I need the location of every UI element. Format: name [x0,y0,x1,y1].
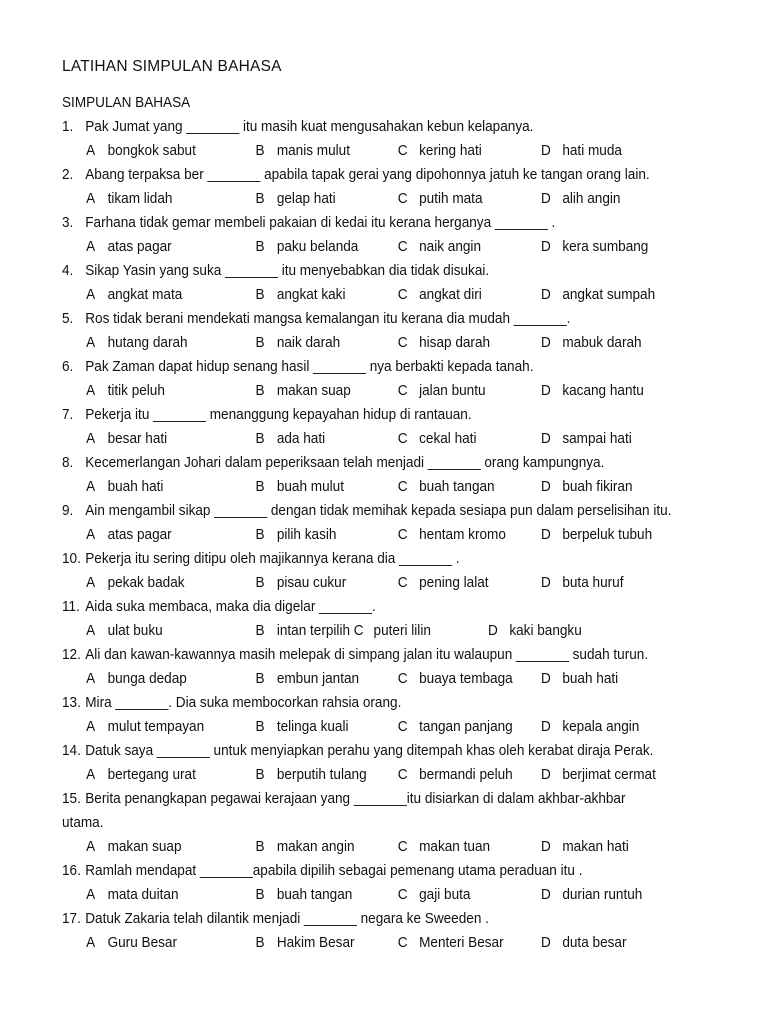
option-letter: A [86,623,96,639]
answer-option [255,571,346,595]
option-letter: C [397,239,408,255]
option-text: jalan buntu [419,383,486,399]
question-number: 16. [62,863,81,879]
option-letter: A [86,383,96,399]
option-text: sampai hati [562,431,632,447]
option-letter: A [86,767,96,783]
question-number: 12. [62,647,81,663]
option-text: pening lalat [419,575,489,591]
question-row [62,355,713,379]
option-text: alih angin [562,191,621,207]
question-row [62,259,713,283]
option-text: angkat kaki [276,287,346,303]
option-text: gaji buta [419,887,471,903]
answer-option [398,931,504,955]
answer-option [398,667,513,691]
option-letter: D [540,383,551,399]
option-letter: B [255,383,265,399]
option-letter: C [397,527,408,543]
answer-option [86,331,187,355]
question-number: 8. [62,455,74,471]
answer-option [541,379,644,403]
answer-options [62,619,713,643]
answer-option [86,883,178,907]
option-letter: B [255,671,265,687]
option-text: ada hati [276,431,326,447]
answer-options [62,835,713,859]
option-text: buaya tembaga [419,671,513,687]
question-list [62,91,713,955]
option-text: bermandi peluh [419,767,513,783]
option-text: Hakim Besar [276,935,355,951]
option-letter: D [540,335,551,351]
question-row [62,907,713,931]
answer-option [86,523,172,547]
question-text: Ain mengambil sikap _______ dengan tidak memihak kepada sesiapa pun dalam perselisihan itu. [85,503,672,519]
question-row [62,211,713,235]
option-letter: C [397,191,408,207]
answer-option [398,235,481,259]
answer-option [398,523,506,547]
question-text: Mira _______. Dia suka membocorkan rahsia orang. [85,695,402,711]
option-text: kera sumbang [562,239,649,255]
answer-option [541,475,633,499]
answer-options [62,523,713,547]
question-row [62,595,713,619]
answer-options [62,283,713,307]
answer-options [62,235,713,259]
answer-option [541,283,655,307]
option-text: bongkok sabut [107,143,196,159]
option-letter: C [397,479,408,495]
question-text: Pekerja itu _______ menanggung kepayahan hidup di rantauan. [85,407,472,423]
option-text: cekal hati [419,431,477,447]
option-letter: B [255,335,265,351]
option-text: Menteri Besar [419,935,504,951]
answer-option [541,883,642,907]
answer-option [255,619,363,643]
question-text: Datuk Zakaria telah dilantik menjadi _______ negara ke Sweeden . [85,911,489,927]
question-text: Farhana tidak gemar membeli pakaian di kedai itu kerana herganya _______ . [85,215,556,231]
answer-option [86,427,167,451]
section-heading: SIMPULAN BAHASA [62,95,191,111]
answer-options [62,427,713,451]
answer-option [398,475,495,499]
answer-option [255,715,348,739]
answer-option [398,763,513,787]
option-text: naik darah [276,335,341,351]
answer-options [62,667,713,691]
answer-options [62,379,713,403]
answer-options [62,571,713,595]
option-text: embun jantan [276,671,360,687]
answer-option [86,763,196,787]
question-text-continued: utama. [62,815,104,831]
answer-option [541,523,652,547]
question-number: 5. [62,311,74,327]
question-number: 2. [62,167,74,183]
option-letter: D [540,575,551,591]
option-text: bunga dedap [107,671,187,687]
question-text: Datuk saya _______ untuk menyiapkan perahu yang ditempah khas oleh kerabat diraja Perak. [85,743,654,759]
question-number: 15. [62,791,81,807]
answer-option [541,931,627,955]
option-letter: D [540,935,551,951]
question-text: Aida suka membaca, maka dia digelar _______. [85,599,376,615]
answer-options [62,715,713,739]
answer-option [541,331,642,355]
option-letter: C [397,935,408,951]
option-text: puteri lilin [373,623,431,639]
answer-option [86,475,163,499]
option-letter: A [86,335,96,351]
option-text: putih mata [419,191,483,207]
option-text: makan suap [276,383,351,399]
option-text: pisau cukur [276,575,347,591]
option-letter: A [86,575,96,591]
option-letter: A [86,239,96,255]
option-text: makan tuan [419,839,491,855]
answer-option [398,715,513,739]
answer-option [255,931,354,955]
option-text: buah tangan [419,479,495,495]
question-number: 3. [62,215,74,231]
option-text: paku belanda [276,239,359,255]
question-number: 13. [62,695,81,711]
option-text: buta huruf [562,575,624,591]
question-text: Kecemerlangan Johari dalam peperiksaan telah menjadi _______ orang kampungnya. [85,455,605,471]
question-number: 11. [62,599,80,615]
option-letter: B [255,767,265,783]
option-text: hentam kromo [419,527,506,543]
option-text: makan suap [107,839,182,855]
option-letter: C [397,287,408,303]
answer-options [62,883,713,907]
question-text: Abang terpaksa ber _______ apabila tapak gerai yang dipohonnya jatuh ke tangan orang lain. [85,167,650,183]
answer-option [86,571,184,595]
option-letter: C [397,671,408,687]
option-letter: B [255,719,265,735]
question-row [62,787,713,811]
answer-option [86,931,177,955]
answer-option [541,187,621,211]
option-text: gelap hati [276,191,336,207]
answer-option [86,139,196,163]
question-number: 6. [62,359,74,375]
answer-options [62,187,713,211]
option-text: Guru Besar [107,935,177,951]
question-number: 17. [62,911,81,927]
option-text: bertegang urat [107,767,196,783]
answer-options [62,475,713,499]
option-letter: C [397,575,408,591]
option-letter: D [540,431,551,447]
option-letter: D [540,719,551,735]
answer-option [255,475,344,499]
option-letter: D [487,623,498,639]
option-letter: C [397,839,408,855]
question-row [62,163,713,187]
option-letter: B [255,935,265,951]
answer-option [86,619,162,643]
option-letter: A [86,887,96,903]
option-text: kacang hantu [562,383,644,399]
option-letter: B [255,575,265,591]
option-letter: A [86,935,96,951]
option-letter: C [397,143,408,159]
answer-option [368,619,431,643]
option-text: telinga kuali [276,719,349,735]
question-row [62,451,713,475]
answer-option [86,235,172,259]
answer-option [255,331,340,355]
option-text: hutang darah [107,335,188,351]
option-text: atas pagar [107,527,172,543]
option-text: manis mulut [276,143,350,159]
answer-option [398,139,482,163]
answer-option [541,235,648,259]
answer-options [62,139,713,163]
option-letter: D [540,143,551,159]
answer-options [62,331,713,355]
question-text: Pak Jumat yang _______ itu masih kuat mengusahakan kebun kelapanya. [85,119,534,135]
option-letter: C [397,887,408,903]
option-text: buah hati [107,479,164,495]
answer-option [398,883,471,907]
question-number: 1. [62,119,74,135]
question-row [62,115,713,139]
option-text: berjimat cermat [562,767,656,783]
answer-option [398,835,490,859]
option-text: kering hati [419,143,482,159]
option-text: atas pagar [107,239,172,255]
answer-option [398,427,477,451]
option-letter: D [540,839,551,855]
option-text: pekak badak [107,575,185,591]
question-number: 10. [62,551,81,567]
answer-option [255,523,336,547]
option-text: titik peluh [107,383,165,399]
option-text: durian runtuh [562,887,643,903]
question-row [62,499,713,523]
option-text: tangan panjang [419,719,513,735]
option-text: ulat buku [107,623,163,639]
question-text: Pekerja itu sering ditipu oleh majikannya kerana dia _______ . [85,551,460,567]
answer-option [255,883,352,907]
option-letter: A [86,287,96,303]
option-letter: D [540,671,551,687]
answer-option [255,427,325,451]
option-text: tikam lidah [107,191,173,207]
answer-options [62,931,713,955]
option-letter: A [86,527,96,543]
answer-option [541,427,632,451]
option-text: mata duitan [107,887,179,903]
option-letter: C [397,719,408,735]
question-number: 4. [62,263,74,279]
answer-option [86,283,182,307]
document-title: LATIHAN SIMPULAN BAHASA [62,58,282,75]
question-row [62,691,713,715]
answer-option [541,139,622,163]
option-text: pilih kasih [276,527,337,543]
question-text: Ramlah mendapat _______apabila dipilih sebagai pemenang utama peraduan itu . [85,863,583,879]
question-text: Pak Zaman dapat hidup senang hasil _______ nya berbakti kepada tanah. [85,359,534,375]
option-letter: B [255,431,265,447]
option-letter: B [255,287,265,303]
option-letter: B [255,839,265,855]
option-letter: B [255,623,265,639]
option-text: mulut tempayan [107,719,205,735]
answer-option [255,139,350,163]
option-letter: A [86,143,96,159]
option-text: buah hati [562,671,619,687]
option-letter: D [540,527,551,543]
option-text: makan hati [562,839,629,855]
option-text: buah tangan [276,887,353,903]
option-letter: A [86,839,96,855]
option-text: makan angin [276,839,355,855]
answer-option [541,571,624,595]
answer-option [255,667,359,691]
question-text: Ali dan kawan-kawannya masih melepak di simpang jalan itu walaupun _______ sudah turun. [85,647,649,663]
option-letter: B [255,887,265,903]
question-text: Sikap Yasin yang suka _______ itu menyebabkan dia tidak disukai. [85,263,490,279]
option-letter: D [540,479,551,495]
option-text: intan terpilih C [276,623,364,639]
option-text: angkat sumpah [562,287,656,303]
answer-option [255,763,366,787]
option-letter: C [397,335,408,351]
option-letter: C [397,767,408,783]
option-text: besar hati [107,431,168,447]
option-letter: B [255,479,265,495]
option-letter: A [86,479,96,495]
option-text: berpeluk tubuh [562,527,653,543]
option-text: mabuk darah [562,335,642,351]
answer-option [255,835,354,859]
answer-option [255,187,335,211]
option-text: angkat diri [419,287,482,303]
option-text: naik angin [419,239,482,255]
option-letter: A [86,671,96,687]
answer-option [541,667,618,691]
question-row [62,739,713,763]
option-letter: B [255,239,265,255]
question-number: 9. [62,503,74,519]
question-text: Berita penangkapan pegawai kerajaan yang _______itu disiarkan di dalam akhbar-akhbar [85,791,626,807]
option-letter: A [86,191,96,207]
option-text: angkat mata [107,287,183,303]
option-letter: B [255,191,265,207]
answer-option [398,571,489,595]
question-row [62,859,713,883]
answer-option [86,715,204,739]
question-row [62,643,713,667]
question-row [62,403,713,427]
question-number: 7. [62,407,74,423]
option-letter: D [540,191,551,207]
answer-option [541,763,656,787]
option-letter: B [255,143,265,159]
option-letter: B [255,527,265,543]
answer-options [62,763,713,787]
option-text: kepala angin [562,719,640,735]
option-letter: C [397,431,408,447]
answer-option [86,379,165,403]
option-text: hisap darah [419,335,491,351]
option-letter: D [540,887,551,903]
answer-option [255,379,350,403]
option-letter: A [86,431,96,447]
option-text: buah mulut [276,479,344,495]
answer-option [86,667,187,691]
option-text: kaki bangku [509,623,582,639]
question-row [62,547,713,571]
answer-option [488,619,582,643]
option-text: duta besar [562,935,627,951]
question-row [62,307,713,331]
question-text: Ros tidak berani mendekati mangsa kemalangan itu kerana dia mudah _______. [85,311,571,327]
option-letter: C [397,383,408,399]
option-letter: A [86,719,96,735]
option-letter: D [540,239,551,255]
option-letter: D [540,287,551,303]
answer-option [86,835,181,859]
answer-option [541,715,639,739]
option-text: buah fikiran [562,479,633,495]
answer-option [255,283,345,307]
option-letter: D [540,767,551,783]
answer-option [255,235,358,259]
answer-option [86,187,172,211]
answer-option [541,835,629,859]
option-text: hati muda [562,143,622,159]
option-text: berputih tulang [276,767,367,783]
answer-option [398,331,490,355]
answer-option [398,283,482,307]
question-number: 14. [62,743,81,759]
answer-option [398,187,483,211]
answer-option [398,379,486,403]
